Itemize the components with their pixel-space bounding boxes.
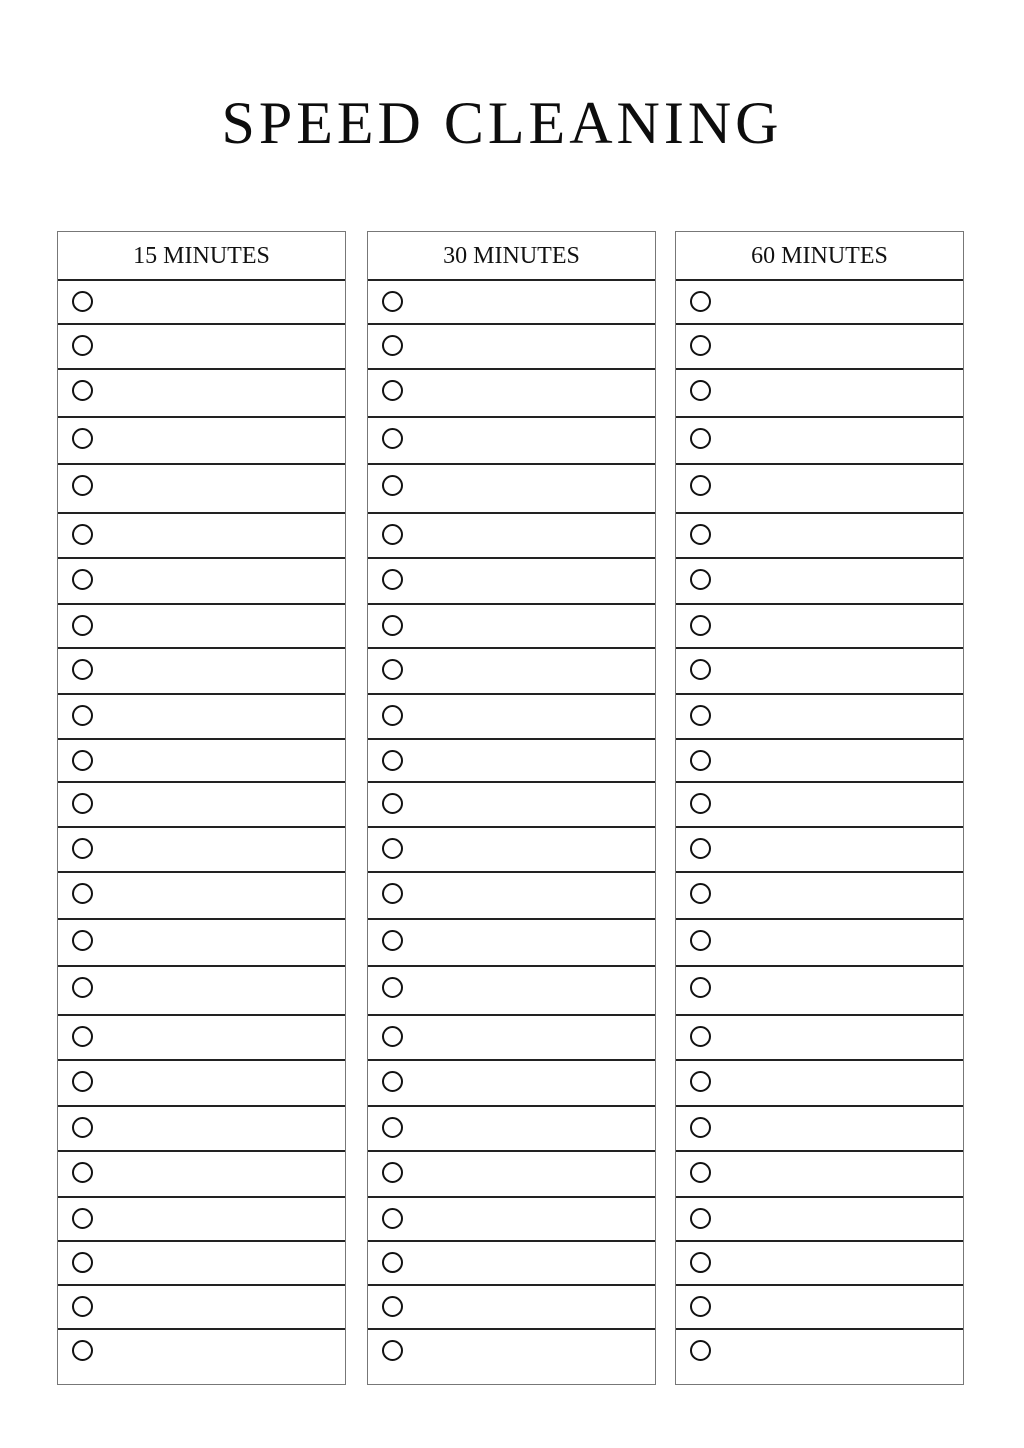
checklist-row[interactable] bbox=[58, 649, 345, 695]
checklist-row[interactable] bbox=[58, 370, 345, 418]
circle-checkbox-icon[interactable] bbox=[72, 335, 93, 356]
circle-checkbox-icon[interactable] bbox=[690, 1208, 711, 1229]
circle-checkbox-icon[interactable] bbox=[382, 977, 403, 998]
checklist-row[interactable] bbox=[676, 1061, 963, 1107]
checklist-row[interactable] bbox=[368, 281, 655, 325]
checklist-row[interactable] bbox=[368, 325, 655, 370]
circle-checkbox-icon[interactable] bbox=[382, 1340, 403, 1361]
checklist-row[interactable] bbox=[676, 967, 963, 1016]
circle-checkbox-icon[interactable] bbox=[690, 977, 711, 998]
checklist-row[interactable] bbox=[58, 1061, 345, 1107]
checklist-row[interactable] bbox=[368, 740, 655, 783]
circle-checkbox-icon[interactable] bbox=[382, 1162, 403, 1183]
checklist-row[interactable] bbox=[676, 514, 963, 559]
checklist-row[interactable] bbox=[58, 873, 345, 920]
checklist-row[interactable] bbox=[676, 605, 963, 649]
checklist-row[interactable] bbox=[676, 920, 963, 967]
circle-checkbox-icon[interactable] bbox=[382, 1208, 403, 1229]
circle-checkbox-icon[interactable] bbox=[382, 793, 403, 814]
checklist-row[interactable] bbox=[368, 418, 655, 465]
circle-checkbox-icon[interactable] bbox=[72, 380, 93, 401]
circle-checkbox-icon[interactable] bbox=[382, 335, 403, 356]
circle-checkbox-icon[interactable] bbox=[72, 705, 93, 726]
checklist-row[interactable] bbox=[676, 465, 963, 514]
checklist-row[interactable] bbox=[368, 370, 655, 418]
checklist-row[interactable] bbox=[368, 514, 655, 559]
checklist-row[interactable] bbox=[58, 325, 345, 370]
circle-checkbox-icon[interactable] bbox=[690, 1252, 711, 1273]
circle-checkbox-icon[interactable] bbox=[72, 569, 93, 590]
checklist-row[interactable] bbox=[676, 1107, 963, 1152]
checklist-column bbox=[57, 231, 346, 1385]
checklist-row[interactable] bbox=[58, 605, 345, 649]
circle-checkbox-icon[interactable] bbox=[690, 1026, 711, 1047]
checklist-row[interactable] bbox=[58, 783, 345, 828]
circle-checkbox-icon[interactable] bbox=[690, 930, 711, 951]
circle-checkbox-icon[interactable] bbox=[690, 793, 711, 814]
circle-checkbox-icon[interactable] bbox=[72, 524, 93, 545]
checklist-row[interactable] bbox=[676, 1198, 963, 1242]
circle-checkbox-icon[interactable] bbox=[690, 838, 711, 859]
checklist-row[interactable] bbox=[58, 740, 345, 783]
circle-checkbox-icon[interactable] bbox=[72, 428, 93, 449]
circle-checkbox-icon[interactable] bbox=[72, 1071, 93, 1092]
column-header: 15 MINUTES bbox=[58, 232, 345, 281]
checklist-column bbox=[367, 231, 656, 1385]
circle-checkbox-icon[interactable] bbox=[690, 615, 711, 636]
circle-checkbox-icon[interactable] bbox=[72, 1208, 93, 1229]
checklist-row[interactable] bbox=[58, 1330, 345, 1384]
circle-checkbox-icon[interactable] bbox=[382, 475, 403, 496]
checklist-row[interactable] bbox=[676, 370, 963, 418]
circle-checkbox-icon[interactable] bbox=[72, 838, 93, 859]
circle-checkbox-icon[interactable] bbox=[690, 335, 711, 356]
checklist-row[interactable] bbox=[676, 649, 963, 695]
checklist-row[interactable] bbox=[676, 1330, 963, 1384]
checklist-row[interactable] bbox=[368, 649, 655, 695]
circle-checkbox-icon[interactable] bbox=[382, 930, 403, 951]
circle-checkbox-icon[interactable] bbox=[72, 475, 93, 496]
checklist-row[interactable] bbox=[58, 514, 345, 559]
checklist-row[interactable] bbox=[368, 828, 655, 873]
circle-checkbox-icon[interactable] bbox=[72, 750, 93, 771]
circle-checkbox-icon[interactable] bbox=[382, 883, 403, 904]
circle-checkbox-icon[interactable] bbox=[690, 705, 711, 726]
circle-checkbox-icon[interactable] bbox=[72, 615, 93, 636]
checklist-column bbox=[675, 231, 964, 1385]
circle-checkbox-icon[interactable] bbox=[72, 930, 93, 951]
checklist-row[interactable] bbox=[58, 695, 345, 740]
checklist-row[interactable] bbox=[676, 695, 963, 740]
circle-checkbox-icon[interactable] bbox=[382, 1252, 403, 1273]
checklist-row[interactable] bbox=[368, 1107, 655, 1152]
checklist-row[interactable] bbox=[368, 967, 655, 1016]
checklist-row[interactable] bbox=[58, 828, 345, 873]
circle-checkbox-icon[interactable] bbox=[382, 615, 403, 636]
circle-checkbox-icon[interactable] bbox=[72, 793, 93, 814]
checklist-row[interactable] bbox=[368, 1016, 655, 1061]
checklist-row[interactable] bbox=[58, 1198, 345, 1242]
checklist-row[interactable] bbox=[58, 465, 345, 514]
circle-checkbox-icon[interactable] bbox=[382, 291, 403, 312]
checklist-row[interactable] bbox=[368, 873, 655, 920]
column-header: 60 MINUTES bbox=[676, 232, 963, 281]
checklist-row[interactable] bbox=[676, 281, 963, 325]
circle-checkbox-icon[interactable] bbox=[72, 1252, 93, 1273]
circle-checkbox-icon[interactable] bbox=[382, 1026, 403, 1047]
circle-checkbox-icon[interactable] bbox=[690, 1117, 711, 1138]
circle-checkbox-icon[interactable] bbox=[72, 977, 93, 998]
circle-checkbox-icon[interactable] bbox=[72, 1026, 93, 1047]
circle-checkbox-icon[interactable] bbox=[382, 428, 403, 449]
circle-checkbox-icon[interactable] bbox=[382, 569, 403, 590]
circle-checkbox-icon[interactable] bbox=[72, 1296, 93, 1317]
checklist-row[interactable] bbox=[368, 920, 655, 967]
checklist-row[interactable] bbox=[676, 783, 963, 828]
column-header: 30 MINUTES bbox=[368, 232, 655, 281]
circle-checkbox-icon[interactable] bbox=[690, 291, 711, 312]
checklist-row[interactable] bbox=[58, 418, 345, 465]
circle-checkbox-icon[interactable] bbox=[382, 750, 403, 771]
checklist-row[interactable] bbox=[58, 967, 345, 1016]
circle-checkbox-icon[interactable] bbox=[382, 659, 403, 680]
circle-checkbox-icon[interactable] bbox=[690, 428, 711, 449]
checklist-row[interactable] bbox=[368, 1286, 655, 1330]
checklist-row[interactable] bbox=[58, 559, 345, 605]
checklist-row[interactable] bbox=[676, 828, 963, 873]
checklist-row[interactable] bbox=[676, 873, 963, 920]
checklist-row[interactable] bbox=[676, 1152, 963, 1198]
checklist-row[interactable] bbox=[676, 1286, 963, 1330]
circle-checkbox-icon[interactable] bbox=[72, 291, 93, 312]
circle-checkbox-icon[interactable] bbox=[72, 883, 93, 904]
circle-checkbox-icon[interactable] bbox=[382, 1071, 403, 1092]
checklist-row[interactable] bbox=[676, 325, 963, 370]
circle-checkbox-icon[interactable] bbox=[382, 838, 403, 859]
circle-checkbox-icon[interactable] bbox=[690, 524, 711, 545]
circle-checkbox-icon[interactable] bbox=[690, 750, 711, 771]
checklist-row[interactable] bbox=[368, 1330, 655, 1384]
circle-checkbox-icon[interactable] bbox=[382, 705, 403, 726]
checklist-row[interactable] bbox=[58, 1016, 345, 1061]
checklist-row[interactable] bbox=[676, 1016, 963, 1061]
circle-checkbox-icon[interactable] bbox=[690, 659, 711, 680]
circle-checkbox-icon[interactable] bbox=[382, 524, 403, 545]
checklist-row[interactable] bbox=[58, 1152, 345, 1198]
checklist-row[interactable] bbox=[368, 605, 655, 649]
circle-checkbox-icon[interactable] bbox=[690, 1340, 711, 1361]
checklist-row[interactable] bbox=[368, 1198, 655, 1242]
checklist-row[interactable] bbox=[58, 1107, 345, 1152]
checklist-row[interactable] bbox=[368, 1242, 655, 1286]
circle-checkbox-icon[interactable] bbox=[690, 380, 711, 401]
checklist-row[interactable] bbox=[676, 418, 963, 465]
circle-checkbox-icon[interactable] bbox=[690, 569, 711, 590]
checklist-row[interactable] bbox=[676, 1242, 963, 1286]
checklist-row[interactable] bbox=[368, 1152, 655, 1198]
circle-checkbox-icon[interactable] bbox=[690, 1162, 711, 1183]
checklist-row[interactable] bbox=[676, 559, 963, 605]
circle-checkbox-icon[interactable] bbox=[72, 1340, 93, 1361]
circle-checkbox-icon[interactable] bbox=[382, 1296, 403, 1317]
circle-checkbox-icon[interactable] bbox=[690, 1071, 711, 1092]
checklist-row[interactable] bbox=[368, 783, 655, 828]
circle-checkbox-icon[interactable] bbox=[690, 883, 711, 904]
checklist-row[interactable] bbox=[368, 695, 655, 740]
circle-checkbox-icon[interactable] bbox=[72, 659, 93, 680]
page-title: SPEED CLEANING bbox=[221, 90, 783, 156]
checklist-row[interactable] bbox=[58, 1242, 345, 1286]
circle-checkbox-icon[interactable] bbox=[382, 1117, 403, 1138]
circle-checkbox-icon[interactable] bbox=[690, 475, 711, 496]
checklist-row[interactable] bbox=[368, 465, 655, 514]
checklist-row[interactable] bbox=[58, 281, 345, 325]
circle-checkbox-icon[interactable] bbox=[72, 1162, 93, 1183]
circle-checkbox-icon[interactable] bbox=[72, 1117, 93, 1138]
circle-checkbox-icon[interactable] bbox=[382, 380, 403, 401]
checklist-row[interactable] bbox=[58, 920, 345, 967]
checklist-row[interactable] bbox=[676, 740, 963, 783]
circle-checkbox-icon[interactable] bbox=[690, 1296, 711, 1317]
checklist-row[interactable] bbox=[368, 559, 655, 605]
checklist-row[interactable] bbox=[368, 1061, 655, 1107]
checklist-row[interactable] bbox=[58, 1286, 345, 1330]
